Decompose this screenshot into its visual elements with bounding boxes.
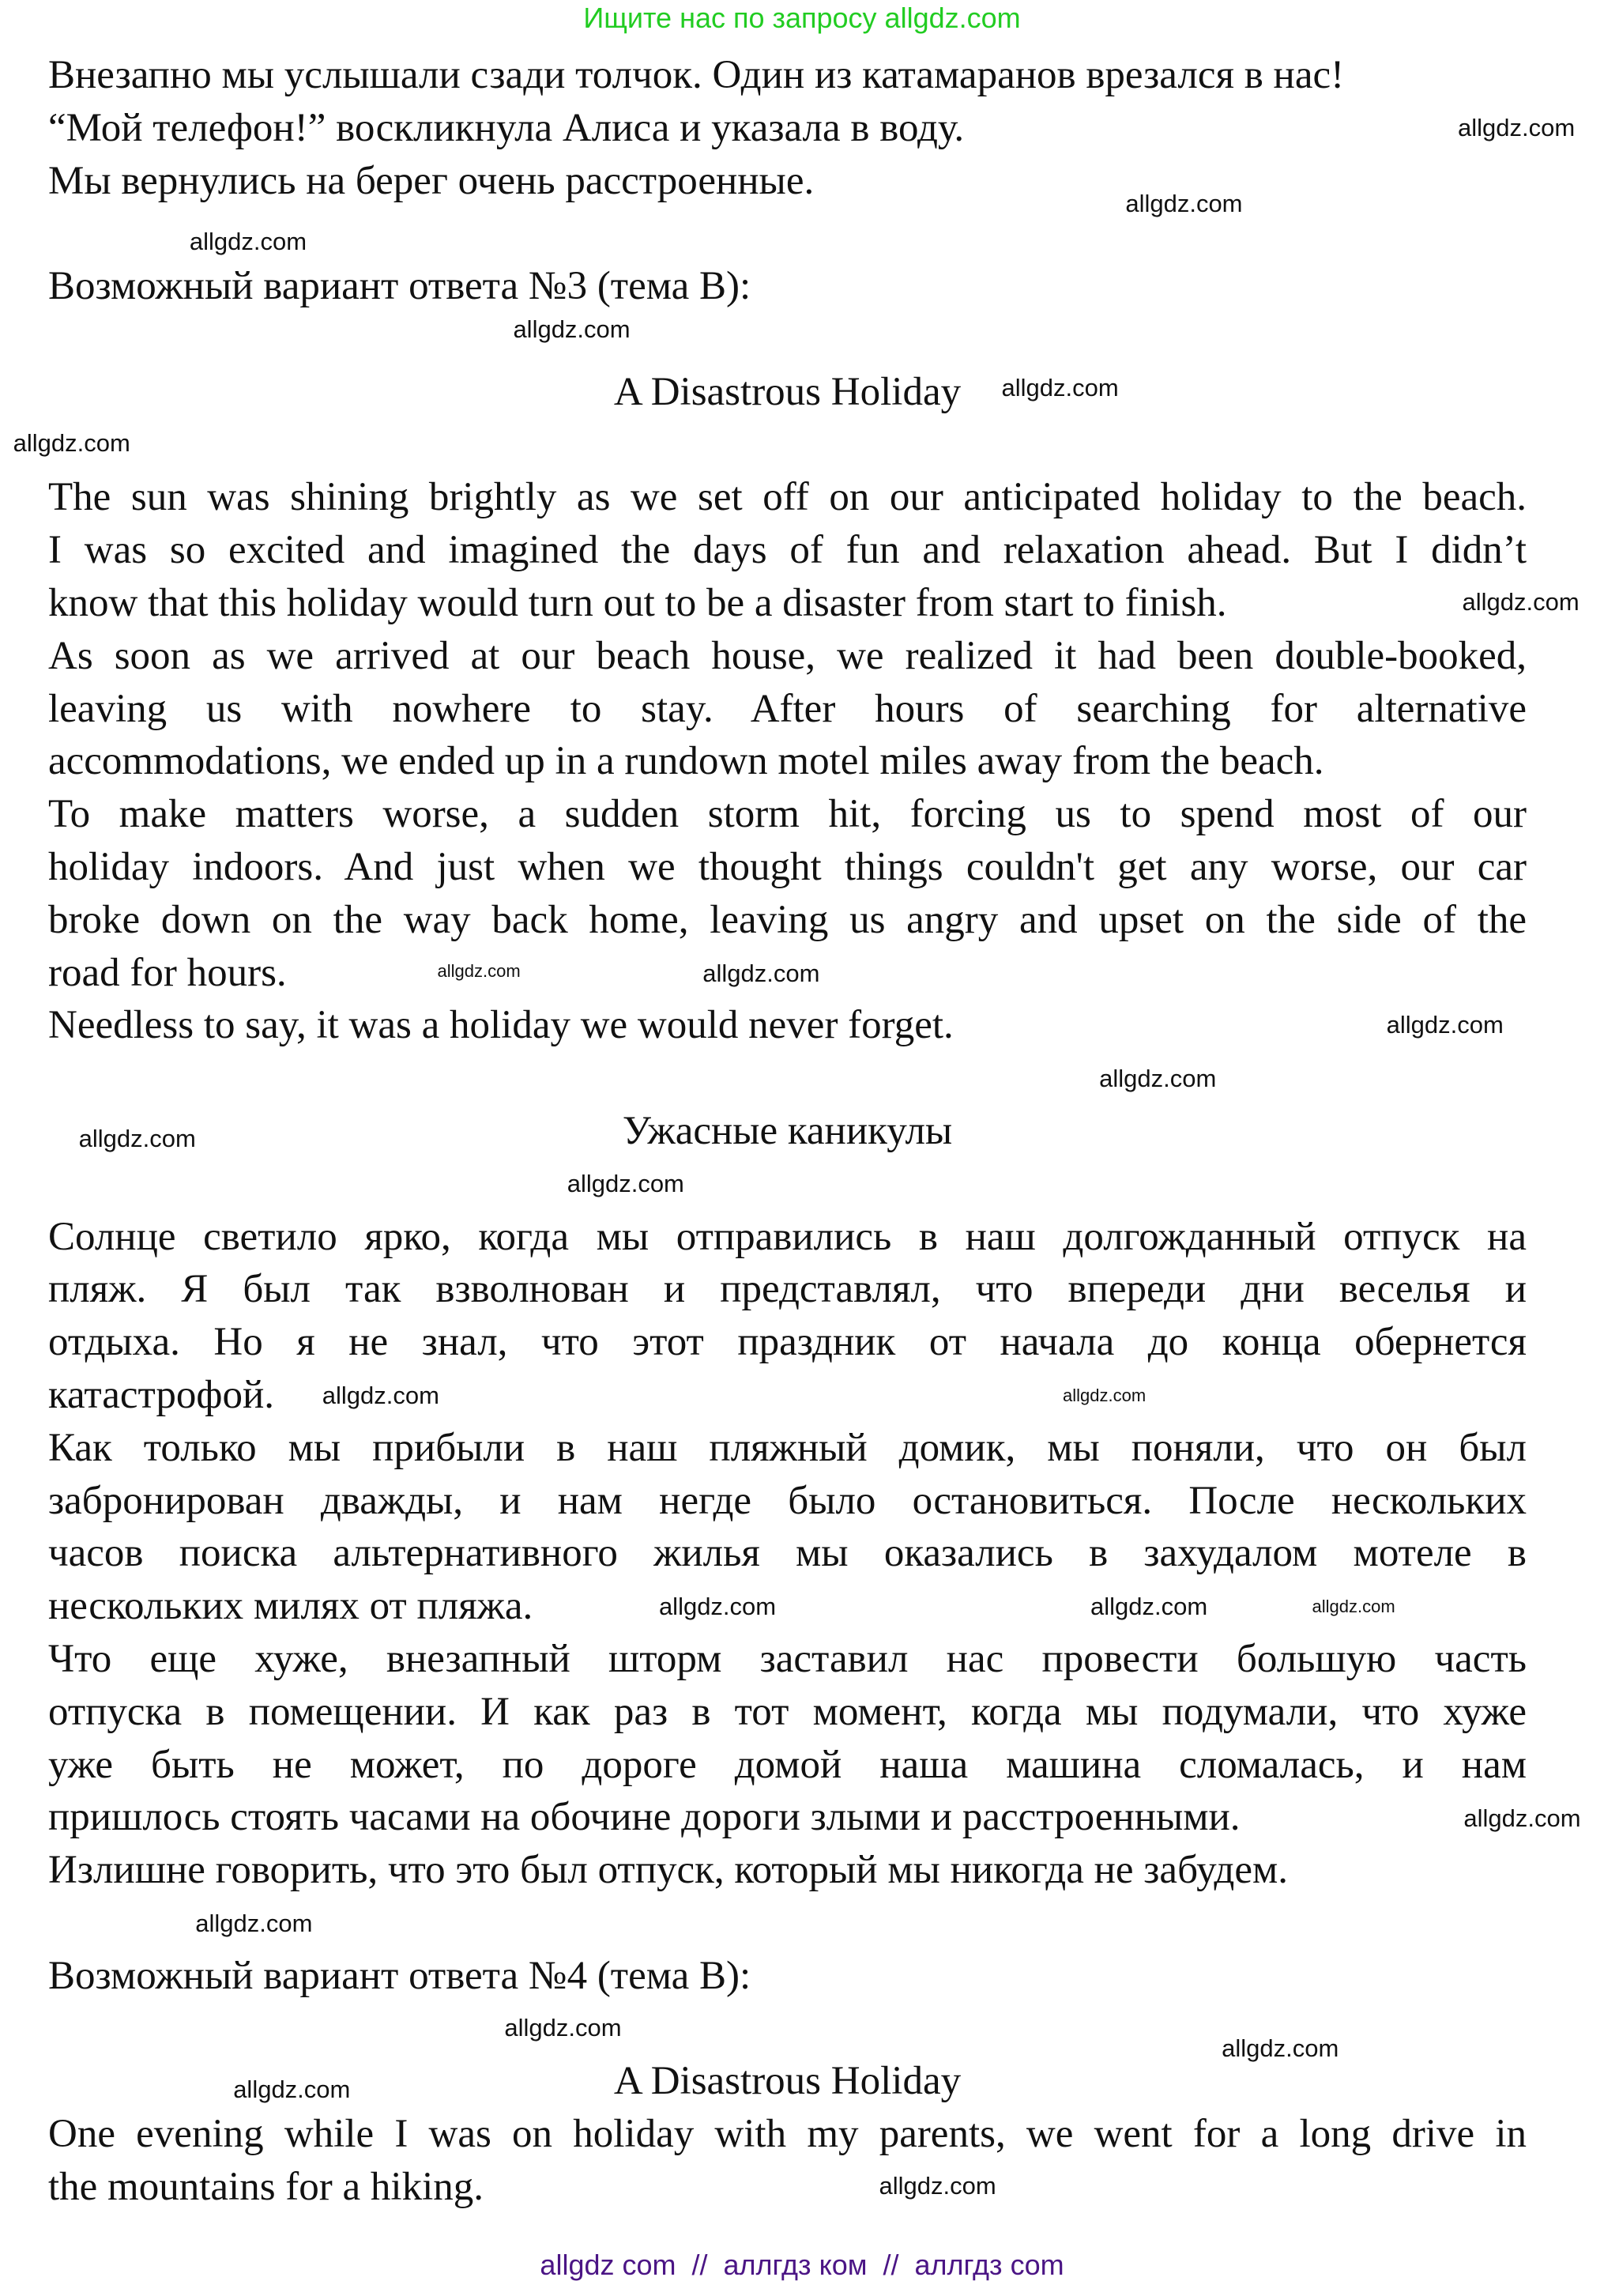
paragraph [48, 1950, 1527, 2003]
text-line: катастрофой. [48, 1372, 275, 1417]
text-line: уже быть не может, по дороге домой наша машина сломалась, и нам [48, 1742, 1527, 1787]
watermark-text: allgdz.com [567, 1170, 684, 1198]
paragraph [48, 1844, 1527, 1897]
text-line: road for hours. [48, 950, 287, 995]
text-line: Что еще хуже, внезапный шторм заставил нас провести большую часть [48, 1636, 1527, 1681]
watermark-text: allgdz.com [879, 2171, 996, 2200]
watermark-text: allgdz.com [437, 960, 521, 981]
paragraph [48, 1422, 1527, 1633]
text-line: пришлось стоять часами на обочине дороги злыми и расстроенными. [48, 1795, 1241, 1840]
watermark-text: allgdz.com [1386, 1011, 1504, 1039]
text-line: know that this holiday would turn out to be a disaster from start to finish. [48, 580, 1227, 625]
text-line: часов поиска альтернативного жилья мы оказались в захудалом мотеле в [48, 1531, 1527, 1576]
watermark-text: allgdz.com [233, 2075, 351, 2103]
text-line: нескольких милях от пляжа. [48, 1584, 533, 1629]
watermark-text: allgdz.com [1463, 1804, 1581, 1832]
text-line: отпуска в помещении. И как раз в тот момент, когда мы подумали, что хуже [48, 1689, 1527, 1734]
watermark-text: allgdz.com [504, 2014, 622, 2042]
text-line: Излишне говорить, что это был отпуск, который мы никогда не забудем. [48, 1848, 1288, 1893]
text-line: Как только мы прибыли в наш пляжный домик, мы поняли, что он был [48, 1425, 1527, 1470]
text-line: Needless to say, it was a holiday we would never forget. [48, 1003, 954, 1048]
text-line: Мы вернулись на берег очень расстроенные. [48, 158, 815, 203]
paragraph [48, 999, 1527, 1052]
watermark-text: allgdz.com [658, 1593, 777, 1621]
paragraph [48, 102, 1527, 155]
watermark-text: allgdz.com [322, 1381, 439, 1409]
watermark-text: allgdz.com [513, 315, 631, 343]
watermark-text: allgdz.com [1462, 587, 1580, 616]
text-line: As soon as we arrived at our beach house, we realized it had been double-booked, [48, 633, 1527, 678]
paragraph [48, 2108, 1527, 2214]
text-line: “Мой телефон!” воскликнула Алиса и указала в воду. [48, 105, 965, 150]
text-line: The sun was shining brightly as we set off on our anticipated holiday to the beach. [48, 475, 1527, 520]
text-line: leaving us with nowhere to stay. After hours of searching for alternative [48, 686, 1527, 731]
blank-line [48, 419, 1527, 472]
blank-line [48, 313, 1527, 366]
section-heading: Ужасные каникулы [622, 1108, 953, 1153]
document-body [48, 49, 1527, 2214]
paragraph [48, 155, 1527, 208]
watermark-text: allgdz.com [1222, 2034, 1339, 2063]
text-line: Солнце светило ярко, когда мы отправились в наш долгожданный отпуск на [48, 1214, 1527, 1259]
watermark-text: allgdz.com [195, 1909, 313, 1937]
watermark-text: allgdz.com [189, 228, 307, 256]
paragraph [48, 630, 1527, 788]
watermark-text: allgdz.com [702, 959, 820, 988]
watermark-text: allgdz.com [13, 428, 130, 457]
text-line: отдыха. Но я не знал, что этот праздник от начала до конца обернется [48, 1320, 1527, 1365]
text-line: пляж. Я был так взволнован и представлял, что впереди дни веселья и [48, 1267, 1527, 1312]
paragraph [48, 471, 1527, 629]
text-line: One evening while I was on holiday with my parents, we went for a long drive in [48, 2112, 1527, 2157]
paragraph [48, 1633, 1527, 1844]
watermark-text: allgdz.com [1458, 114, 1576, 142]
text-line: I was so excited and imagined the days of fun and relaxation ahead. But I didn’t [48, 528, 1527, 573]
paragraph [48, 49, 1527, 102]
search-banner: Ищите нас по запросу allgdz.com [583, 2, 1021, 34]
footer-banner: allgdz com // аллгдз ком // аллгдз com [540, 2249, 1064, 2281]
text-line: the mountains for a hiking. [48, 2164, 484, 2209]
blank-line [48, 1158, 1527, 1211]
text-line: забронирован дважды, и нам негде было остановиться. После нескольких [48, 1478, 1527, 1523]
watermark-text: allgdz.com [78, 1124, 196, 1152]
watermark-text: allgdz.com [1099, 1065, 1217, 1093]
watermark-text: allgdz.com [1063, 1385, 1147, 1405]
blank-line [48, 1052, 1527, 1105]
paragraph [48, 1211, 1527, 1422]
text-line: Возможный вариант ответа №3 (тема B): [48, 264, 751, 309]
watermark-text: allgdz.com [1090, 1593, 1208, 1621]
text-line: broke down on the way back home, leaving us angry and upset on the side of the [48, 897, 1527, 942]
text-line: holiday indoors. And just when we thought things couldn't get any worse, our car [48, 844, 1527, 889]
paragraph [48, 260, 1527, 313]
section-heading: A Disastrous Holiday [613, 369, 962, 414]
section-heading: A Disastrous Holiday [613, 2059, 962, 2104]
watermark-text: allgdz.com [1312, 1597, 1395, 1617]
watermark-text: allgdz.com [1001, 373, 1119, 402]
text-line: accommodations, we ended up in a rundown motel miles away from the beach. [48, 739, 1324, 784]
text-line: Внезапно мы услышали сзади толчок. Один из катамаранов врезался в нас! [48, 53, 1345, 97]
watermark-text: allgdz.com [1125, 190, 1243, 218]
text-line: To make matters worse, a sudden storm hit, forcing us to spend most of our [48, 792, 1527, 837]
text-line: Возможный вариант ответа №4 (тема B): [48, 1953, 751, 1998]
